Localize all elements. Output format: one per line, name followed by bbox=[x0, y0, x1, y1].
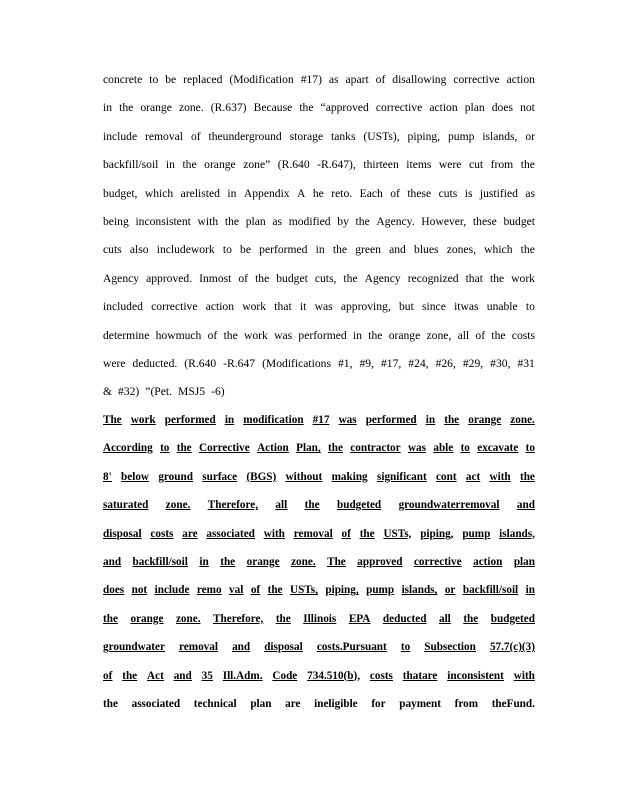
word: since bbox=[422, 300, 446, 314]
word: the bbox=[223, 328, 238, 342]
word: and bbox=[389, 243, 406, 257]
word: approved bbox=[357, 555, 403, 568]
word: corrective bbox=[151, 300, 198, 314]
word: #29, bbox=[462, 356, 484, 370]
word: all bbox=[438, 612, 451, 625]
word: zones, bbox=[446, 243, 476, 257]
word: (R.640 bbox=[184, 356, 217, 370]
word: the bbox=[444, 414, 460, 426]
word: remo bbox=[196, 584, 222, 597]
word: #32) bbox=[118, 385, 140, 399]
text-line bbox=[103, 463, 535, 491]
word: of bbox=[207, 328, 218, 342]
word: to bbox=[222, 243, 232, 257]
word: justified bbox=[479, 186, 518, 200]
text-line bbox=[103, 236, 535, 264]
word: apart bbox=[345, 73, 369, 86]
word: costs.Pursuant bbox=[316, 641, 387, 654]
word: associated bbox=[206, 527, 255, 540]
word: cont bbox=[436, 470, 457, 483]
word: & bbox=[103, 385, 113, 399]
word: concrete bbox=[103, 73, 143, 86]
word: #24, bbox=[408, 356, 429, 370]
word: the bbox=[343, 271, 358, 285]
word: replaced bbox=[183, 73, 223, 86]
word: Each bbox=[359, 186, 383, 200]
word: A bbox=[297, 186, 306, 200]
word: does bbox=[103, 584, 125, 597]
word: and bbox=[516, 499, 535, 512]
word: pump bbox=[462, 527, 491, 540]
word: tanks bbox=[331, 129, 356, 143]
word: included bbox=[103, 300, 143, 314]
word: corrective bbox=[453, 73, 500, 86]
text-line bbox=[103, 520, 535, 548]
word: as bbox=[328, 73, 339, 86]
word: the bbox=[304, 499, 320, 512]
word: the bbox=[220, 555, 236, 568]
word: removal bbox=[145, 129, 184, 143]
word: However, bbox=[421, 214, 467, 228]
word: significant bbox=[376, 470, 427, 483]
word: islands, bbox=[401, 584, 438, 597]
word: the bbox=[176, 442, 192, 455]
word: that bbox=[274, 300, 292, 314]
word: and bbox=[232, 641, 251, 654]
word: piping, bbox=[407, 129, 441, 143]
word: the bbox=[122, 669, 138, 682]
word: #9, bbox=[359, 356, 374, 370]
word: (R.637) bbox=[210, 101, 247, 115]
word: plan bbox=[245, 214, 266, 228]
word: and bbox=[173, 669, 192, 682]
text-line bbox=[103, 322, 535, 350]
word: zone” bbox=[243, 158, 271, 172]
word: the bbox=[299, 101, 314, 115]
word: without bbox=[285, 470, 323, 483]
word: zone. bbox=[165, 499, 191, 512]
text-line bbox=[103, 378, 535, 406]
word: the bbox=[355, 214, 370, 228]
word: be bbox=[240, 243, 251, 257]
word: the bbox=[103, 612, 118, 625]
word: were bbox=[438, 158, 462, 172]
word: in bbox=[199, 555, 209, 568]
word: was bbox=[338, 414, 357, 426]
word: Agency bbox=[103, 271, 140, 285]
word: or bbox=[525, 129, 535, 143]
word: performed bbox=[259, 243, 308, 257]
word: or bbox=[444, 584, 456, 597]
word: below bbox=[121, 470, 149, 483]
word: budgeted bbox=[490, 612, 535, 625]
word: #1, bbox=[337, 356, 353, 370]
word: performed bbox=[365, 414, 417, 426]
word: backfill/soil bbox=[103, 158, 159, 172]
word: with bbox=[513, 669, 535, 682]
word: inconsistent bbox=[135, 214, 191, 228]
word: the bbox=[224, 214, 240, 228]
word: does bbox=[491, 101, 513, 115]
text-line bbox=[103, 180, 535, 208]
word: -6) bbox=[211, 385, 225, 399]
word: as bbox=[525, 186, 535, 200]
word: thirteen bbox=[363, 158, 399, 172]
word: determine bbox=[103, 328, 150, 342]
word: ineligible bbox=[314, 697, 358, 710]
word: to bbox=[525, 300, 535, 314]
word: blues bbox=[414, 243, 439, 257]
word: these bbox=[407, 186, 432, 200]
word: but bbox=[398, 300, 414, 314]
text-line bbox=[103, 350, 535, 378]
word: the bbox=[103, 697, 118, 710]
word: removal bbox=[179, 641, 218, 654]
word: cut bbox=[468, 158, 484, 172]
word: orange bbox=[468, 414, 502, 426]
word: deducted. bbox=[132, 356, 178, 370]
word: work bbox=[242, 300, 267, 314]
word: zone. bbox=[291, 555, 316, 568]
word: orange bbox=[204, 158, 236, 172]
word: contractor bbox=[350, 442, 401, 455]
word: #17, bbox=[380, 356, 402, 370]
word: action bbox=[473, 555, 503, 568]
word: inconsistent bbox=[447, 669, 504, 682]
word: to bbox=[160, 442, 170, 455]
word: Code bbox=[272, 669, 298, 682]
word: action bbox=[205, 300, 235, 314]
word: theFund. bbox=[491, 697, 535, 710]
word: which bbox=[484, 243, 513, 257]
word: are bbox=[182, 527, 198, 540]
word: of bbox=[475, 328, 486, 342]
text-line bbox=[103, 605, 535, 633]
agency-response-paragraph bbox=[103, 406, 535, 718]
word: act bbox=[465, 470, 481, 483]
text-line bbox=[103, 406, 535, 434]
word: is bbox=[464, 186, 473, 200]
word: work bbox=[130, 414, 156, 426]
word: and bbox=[103, 555, 122, 568]
word: budgeted bbox=[337, 499, 382, 512]
text-line bbox=[103, 208, 535, 236]
word: USTs, bbox=[290, 584, 318, 597]
word: arelisted bbox=[180, 186, 220, 200]
word: in bbox=[315, 243, 325, 257]
word: the bbox=[182, 158, 197, 172]
word: backfill/soil bbox=[462, 584, 519, 597]
word: the bbox=[491, 328, 506, 342]
word: 57.7(c)(3) bbox=[489, 641, 535, 654]
word: to bbox=[149, 73, 159, 86]
word: the bbox=[520, 243, 535, 257]
word: of bbox=[250, 584, 261, 597]
word: disposal bbox=[264, 641, 303, 654]
word: Appendix bbox=[243, 186, 290, 200]
text-line bbox=[103, 151, 535, 179]
word: modified bbox=[288, 214, 331, 228]
word: piping, bbox=[325, 584, 359, 597]
word: making bbox=[331, 470, 368, 483]
word: it bbox=[299, 300, 307, 314]
word: 35 bbox=[201, 669, 213, 682]
word: ”(Pet. bbox=[145, 385, 173, 399]
word: in bbox=[224, 414, 235, 426]
word: in bbox=[227, 186, 237, 200]
text-line bbox=[103, 66, 535, 94]
word: able bbox=[433, 442, 454, 455]
word: islands, bbox=[499, 527, 535, 540]
word: #30, bbox=[490, 356, 511, 370]
word: theunderground bbox=[208, 129, 282, 143]
word: (BGS) bbox=[246, 470, 277, 483]
word: (Modifications bbox=[262, 356, 331, 370]
word: costs bbox=[369, 669, 393, 682]
word: in bbox=[103, 101, 113, 115]
word: corrective bbox=[375, 101, 423, 115]
word: the bbox=[275, 612, 291, 625]
word: #17 bbox=[312, 414, 330, 426]
word: Plan, bbox=[296, 442, 321, 455]
text-line bbox=[103, 123, 535, 151]
text-line bbox=[103, 576, 535, 604]
word: 8' bbox=[103, 470, 112, 483]
word: are bbox=[285, 697, 301, 710]
word: cuts bbox=[103, 243, 122, 257]
word: According bbox=[103, 442, 153, 455]
word: of bbox=[190, 129, 201, 143]
word: include bbox=[154, 584, 190, 597]
word: with bbox=[489, 470, 511, 483]
word: the bbox=[519, 470, 535, 483]
word: recognized bbox=[407, 271, 459, 285]
word: modification bbox=[243, 414, 304, 426]
word: was bbox=[274, 328, 293, 342]
word: islands, bbox=[482, 129, 518, 143]
word: include bbox=[103, 129, 138, 143]
word: reto. bbox=[331, 186, 353, 200]
word: includework bbox=[156, 243, 215, 257]
word: items bbox=[406, 158, 432, 172]
word: to bbox=[400, 641, 411, 654]
word: (USTs), bbox=[363, 129, 400, 143]
word: MSJ5 bbox=[178, 385, 206, 399]
word: for bbox=[371, 697, 386, 710]
word: costs bbox=[511, 328, 535, 342]
word: (Modification bbox=[229, 73, 294, 86]
word: he bbox=[312, 186, 324, 200]
word: the bbox=[328, 442, 343, 455]
word: approved. bbox=[146, 271, 193, 285]
word: of bbox=[390, 186, 400, 200]
word: Illinois bbox=[303, 612, 337, 625]
word: #31 bbox=[517, 356, 535, 370]
word: zone, bbox=[426, 328, 452, 342]
word: corrective bbox=[413, 555, 462, 568]
word: plan bbox=[513, 555, 535, 568]
word: with bbox=[197, 214, 219, 228]
word: Agency bbox=[364, 271, 401, 285]
word: cuts bbox=[438, 186, 458, 200]
word: technical bbox=[193, 697, 237, 710]
word: all bbox=[457, 328, 470, 342]
word: backfill/soil bbox=[132, 555, 188, 568]
word: (R.640 bbox=[277, 158, 310, 172]
word: Action bbox=[257, 442, 289, 455]
quoted-paragraph bbox=[103, 66, 535, 407]
text-line bbox=[103, 662, 535, 690]
word: surface bbox=[202, 470, 238, 483]
word: costs bbox=[150, 527, 174, 540]
word: be bbox=[165, 73, 177, 86]
text-line bbox=[103, 548, 535, 576]
word: orange bbox=[140, 101, 172, 115]
word: of bbox=[238, 271, 249, 285]
word: The bbox=[103, 414, 122, 426]
word: pump bbox=[447, 129, 475, 143]
word: the bbox=[267, 584, 283, 597]
word: removal bbox=[293, 527, 333, 540]
word: Ill.Adm. bbox=[222, 669, 263, 682]
word: ground bbox=[158, 470, 193, 483]
word: The bbox=[327, 555, 346, 568]
word: EPA bbox=[348, 612, 371, 625]
word: zone. bbox=[175, 612, 201, 625]
word: of bbox=[103, 669, 113, 682]
word: in bbox=[165, 158, 175, 172]
word: the bbox=[520, 158, 535, 172]
word: performed bbox=[298, 328, 347, 342]
word: the bbox=[359, 527, 375, 540]
word: storage bbox=[289, 129, 324, 143]
word: green bbox=[355, 243, 381, 257]
word: was bbox=[314, 300, 333, 314]
word: work bbox=[511, 271, 535, 285]
word: orange bbox=[246, 555, 280, 568]
word: Inmost bbox=[199, 271, 232, 285]
word: approving, bbox=[340, 300, 391, 314]
word: in bbox=[525, 584, 535, 597]
word: Agency. bbox=[376, 214, 415, 228]
word: -R.647 bbox=[223, 356, 256, 370]
word: were bbox=[103, 356, 126, 370]
word: performed bbox=[164, 414, 216, 426]
word: of bbox=[341, 527, 351, 540]
word: associated bbox=[131, 697, 181, 710]
word: plan bbox=[250, 697, 272, 710]
word: disallowing bbox=[392, 73, 447, 86]
word: the bbox=[255, 271, 270, 285]
word: these bbox=[472, 214, 497, 228]
word: groundwaterremoval bbox=[398, 499, 500, 512]
word: itwas bbox=[454, 300, 479, 314]
word: from bbox=[490, 158, 514, 172]
word: the bbox=[368, 328, 383, 342]
word: the bbox=[332, 243, 348, 257]
word: pump bbox=[366, 584, 395, 597]
word: #26, bbox=[435, 356, 456, 370]
word: that bbox=[465, 271, 483, 285]
word: plan bbox=[464, 101, 485, 115]
word: Act bbox=[147, 669, 164, 682]
word: 734.510(b), bbox=[307, 669, 361, 682]
text-line bbox=[103, 94, 535, 122]
word: budget bbox=[503, 214, 535, 228]
word: to bbox=[525, 442, 535, 455]
word: zone. bbox=[178, 101, 204, 115]
word: not bbox=[520, 101, 535, 115]
word: the bbox=[463, 612, 479, 625]
word: -R.647), bbox=[317, 158, 356, 172]
word: with bbox=[263, 527, 285, 540]
word: Corrective bbox=[199, 442, 250, 455]
word: USTs, bbox=[383, 527, 412, 540]
word: Therefore, bbox=[207, 499, 258, 512]
word: work bbox=[244, 328, 268, 342]
word: Subsection bbox=[424, 641, 476, 654]
word: in bbox=[425, 414, 436, 426]
word: #17) bbox=[300, 73, 322, 86]
word: cuts, bbox=[314, 271, 337, 285]
word: as bbox=[272, 214, 283, 228]
text-line bbox=[103, 265, 535, 293]
word: from bbox=[454, 697, 479, 710]
word: payment bbox=[399, 697, 441, 710]
word: to bbox=[460, 442, 470, 455]
text-line bbox=[103, 633, 535, 661]
word: Because bbox=[253, 101, 293, 115]
word: also bbox=[129, 243, 149, 257]
word: howmuch bbox=[155, 328, 202, 342]
text-line bbox=[103, 434, 535, 462]
word: zone. bbox=[510, 414, 535, 426]
word: “approved bbox=[320, 101, 369, 115]
word: excavate bbox=[477, 442, 519, 455]
word: orange bbox=[130, 612, 164, 625]
word: budget bbox=[276, 271, 308, 285]
word: being bbox=[103, 214, 129, 228]
text-line bbox=[103, 491, 535, 519]
word: all bbox=[275, 499, 288, 512]
word: action bbox=[429, 101, 458, 115]
word: saturated bbox=[103, 499, 149, 512]
text-line bbox=[103, 690, 535, 718]
word: by bbox=[337, 214, 349, 228]
word: deducted bbox=[382, 612, 427, 625]
word: the bbox=[119, 101, 134, 115]
word: which bbox=[144, 186, 174, 200]
word: the bbox=[489, 271, 505, 285]
word: budget, bbox=[103, 186, 138, 200]
word: not bbox=[131, 584, 148, 597]
word: piping, bbox=[420, 527, 454, 540]
word: orange bbox=[388, 328, 421, 342]
word: thatare bbox=[402, 669, 438, 682]
word: Therefore, bbox=[213, 612, 264, 625]
word: val bbox=[229, 584, 244, 597]
word: disposal bbox=[103, 527, 142, 540]
word: unable bbox=[486, 300, 518, 314]
word: in bbox=[352, 328, 362, 342]
text-line bbox=[103, 293, 535, 321]
word: groundwater bbox=[103, 641, 165, 654]
word: of bbox=[375, 73, 386, 86]
word: was bbox=[407, 442, 426, 455]
word: action bbox=[506, 73, 535, 86]
